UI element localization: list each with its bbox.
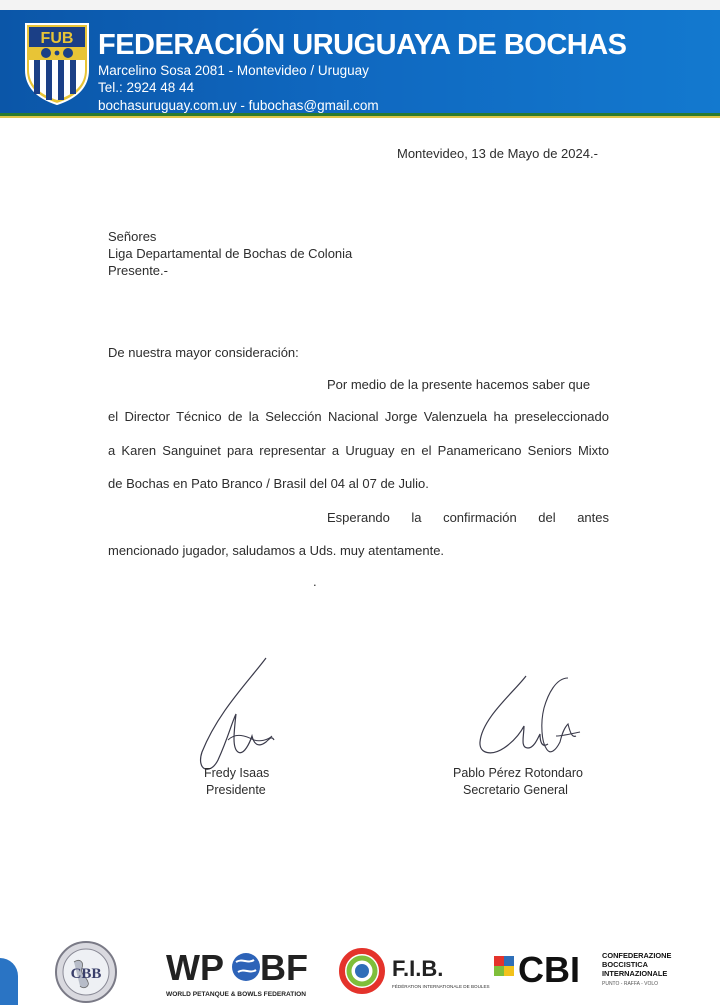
- body-line: de Bochas en Pato Branco / Brasil del 04 al 07 de Julio.: [108, 476, 429, 491]
- wpbf-logo: [162, 940, 308, 1002]
- cbi-tagline: PUNTO - RAFFA - VOLO: [602, 981, 659, 987]
- fib-logo: [340, 940, 490, 1002]
- letter-date: Montevideo, 13 de Mayo de 2024.-: [397, 146, 598, 161]
- org-address: Marcelino Sosa 2081 - Montevideo / Uruguay: [98, 63, 369, 78]
- org-web-email[interactable]: bochasuruguay.com.uy - fubochas@gmail.com: [98, 98, 379, 113]
- signer-name: Fredy Isaas: [204, 766, 270, 780]
- signer-name: Pablo Pérez Rotondaro: [453, 766, 583, 780]
- president-signature: [188, 652, 288, 782]
- body-line: el Director Técnico de la Selección Nacional Jorge Valenzuela ha preseleccionado: [108, 409, 609, 424]
- body-line: a Karen Sanguinet para representar a Uruguay en el Panamericano Seniors Mixto: [108, 443, 609, 458]
- cbi-subtext-line: INTERNAZIONALE: [602, 969, 668, 978]
- recipient-line: Liga Departamental de Bochas de Colonia: [108, 246, 353, 261]
- letterhead: [0, 10, 720, 113]
- salutation: De nuestra mayor consideración:: [108, 345, 299, 360]
- fub-shield-logo: [24, 22, 90, 106]
- corner-decoration: [0, 958, 18, 1005]
- wpbf-text: WP: [166, 947, 224, 988]
- wpbf-subtext: WORLD PETANQUE & BOWLS FEDERATION: [166, 991, 307, 998]
- recipient-line: Señores: [108, 229, 157, 244]
- body-line: mencionado jugador, saludamos a Uds. muy atentamente.: [108, 543, 445, 558]
- org-phone: Tel.: 2924 48 44: [98, 80, 195, 95]
- cbi-subtext-line: BOCCISTICA: [602, 960, 648, 969]
- org-name: FEDERACIÓN URUGUAYA DE BOCHAS: [98, 29, 627, 61]
- cbb-seal-logo: [54, 940, 118, 1004]
- recipient-line: Presente.-: [108, 263, 168, 278]
- secretary-signature: [476, 672, 586, 764]
- cbi-text: CBI: [518, 949, 580, 990]
- cbi-subtext-line: CONFEDERAZIONE: [602, 951, 672, 960]
- fib-subtext: FÉDÉRATION INTERNATIONALE DE BOULES: [392, 984, 490, 989]
- signer-title: Secretario General: [463, 783, 568, 797]
- wpbf-text-2: BF: [260, 947, 308, 988]
- body-line: Por medio de la presente hacemos saber que: [327, 377, 591, 392]
- stray-dot: .: [313, 574, 317, 589]
- cbb-text: CBB: [70, 966, 102, 982]
- signer-title: Presidente: [206, 783, 266, 797]
- cbi-logo: [490, 944, 686, 996]
- fib-text: F.I.B.: [392, 956, 444, 981]
- logo-text: FUB: [40, 30, 74, 47]
- body-line: Esperando la confirmación del antes: [327, 510, 609, 525]
- top-strip: [0, 0, 720, 10]
- header-gold-line: [0, 116, 720, 118]
